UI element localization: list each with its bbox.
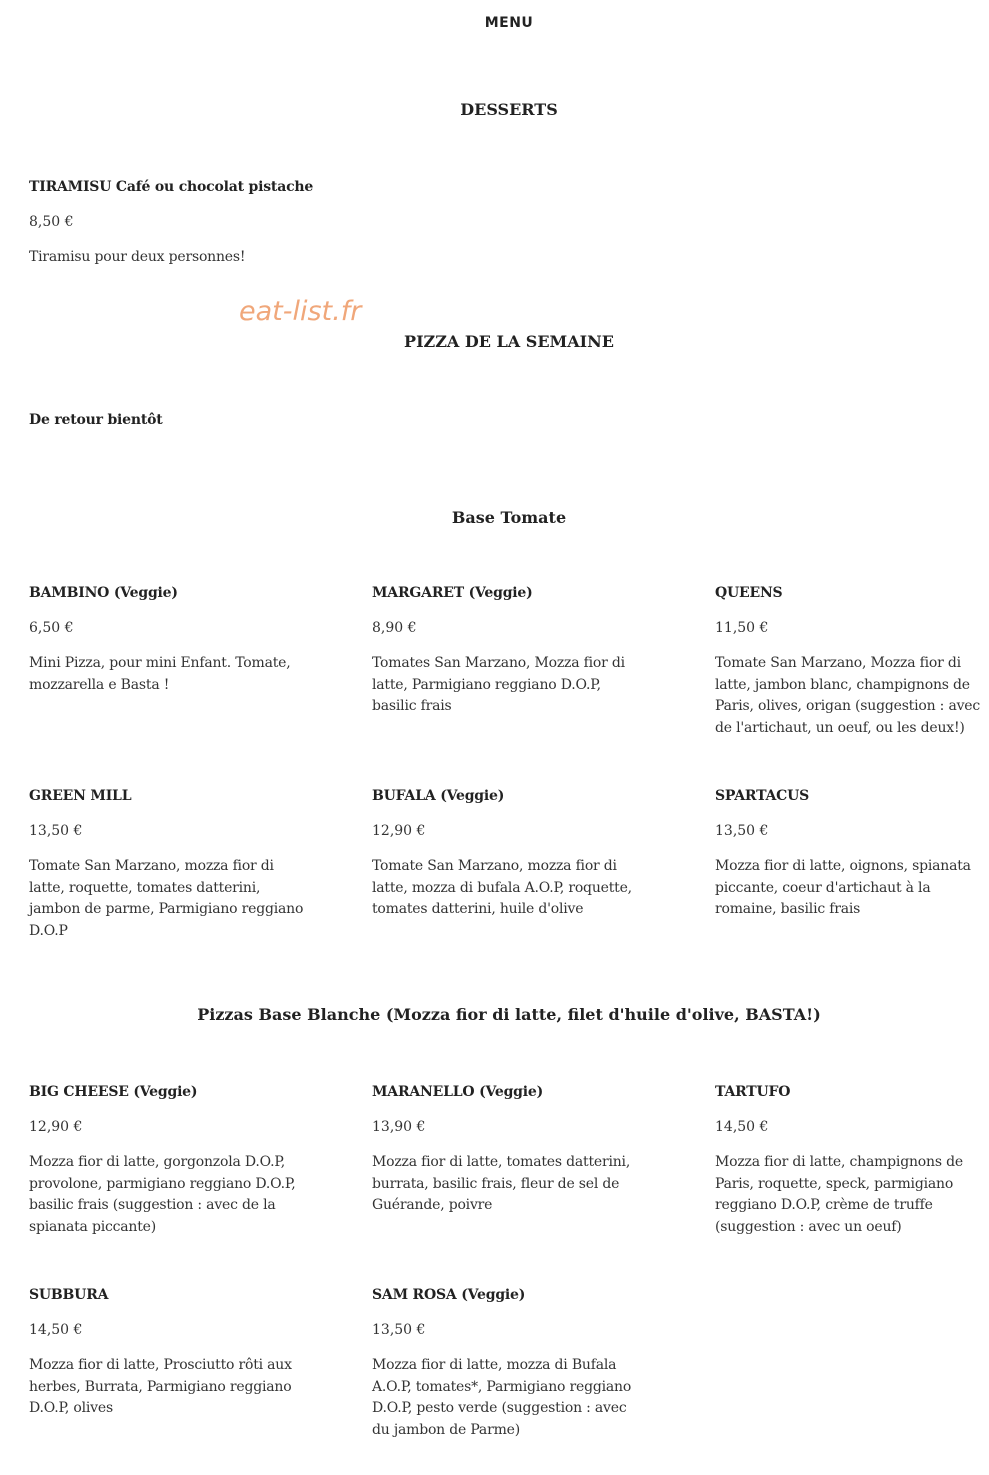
menu-item: [372, 786, 647, 921]
item-price: 11,50 €: [715, 620, 769, 636]
item-name: SUBBURA: [29, 1287, 109, 1303]
section-title-weekly: PIZZA DE LA SEMAINE: [404, 332, 614, 351]
menu-item: [29, 177, 729, 269]
item-price: 12,90 €: [29, 1119, 83, 1135]
menu-item: [372, 583, 647, 718]
item-price: 13,90 €: [372, 1119, 426, 1135]
item-price: 8,90 €: [372, 620, 417, 636]
menu-item: [29, 1082, 304, 1238]
item-name: SPARTACUS: [715, 788, 810, 804]
section-title-base-tomate: Base Tomate: [451, 508, 567, 527]
item-description: Tomate San Marzano, Mozza fior di latte, jambon blanc, champignons de Paris, olives, origan (suggestion : avec de l'artichaut, un oeuf, ou les deux!): [715, 655, 981, 736]
menu-item: [372, 1285, 647, 1441]
item-name: SAM ROSA (Veggie): [372, 1287, 526, 1303]
section-title-desserts: DESSERTS: [460, 100, 558, 119]
menu-item: [29, 1285, 304, 1420]
item-name: TARTUFO: [715, 1084, 791, 1100]
item-price: 14,50 €: [715, 1119, 769, 1135]
item-description: Tomate San Marzano, mozza fior di latte, mozza di bufala A.O.P, roquette, tomates datterini, huile d'olive: [372, 858, 632, 917]
item-description: Mozza fior di latte, Prosciutto rôti aux herbes, Burrata, Parmigiano reggiano D.O.P, olives: [29, 1357, 292, 1416]
menu-item: [715, 786, 985, 921]
item-name: De retour bientôt: [29, 412, 163, 428]
item-name: MARANELLO (Veggie): [372, 1084, 544, 1100]
item-name: BAMBINO (Veggie): [29, 585, 178, 601]
item-price: 13,50 €: [29, 823, 83, 839]
menu-item: [29, 583, 304, 696]
item-name: GREEN MILL: [29, 788, 132, 804]
item-name: QUEENS: [715, 585, 783, 601]
item-description: Tiramisu pour deux personnes!: [29, 249, 246, 265]
item-price: 6,50 €: [29, 620, 74, 636]
item-price: 13,50 €: [715, 823, 769, 839]
item-description: Mozza fior di latte, mozza di Bufala A.O.P, tomates*, Parmigiano reggiano D.O.P, pesto verde (suggestion : avec du jambon de Parme): [372, 1357, 632, 1438]
menu-item: [715, 583, 985, 739]
item-description: Mozza fior di latte, champignons de Paris, roquette, speck, parmigiano reggiano D.O.P, crème de truffe (suggestion : avec un oeuf): [715, 1154, 963, 1235]
item-description: Mini Pizza, pour mini Enfant. Tomate, mozzarella e Basta !: [29, 655, 291, 693]
section-title-base-blanche: Pizzas Base Blanche (Mozza fior di latte, filet d'huile d'olive, BASTA!): [197, 1005, 821, 1024]
menu-item: [29, 410, 729, 430]
menu-item: [372, 1082, 647, 1217]
item-price: 13,50 €: [372, 1322, 426, 1338]
item-description: Tomate San Marzano, mozza fior di latte, roquette, tomates datterini, jambon de parme, Parmigiano reggiano D.O.P: [29, 858, 304, 939]
item-name: BIG CHEESE (Veggie): [29, 1084, 198, 1100]
item-name: BUFALA (Veggie): [372, 788, 505, 804]
item-description: Mozza fior di latte, oignons, spianata piccante, coeur d'artichaut à la romaine, basilic frais: [715, 858, 971, 917]
item-price: 8,50 €: [29, 214, 74, 230]
item-price: 12,90 €: [372, 823, 426, 839]
item-name: MARGARET (Veggie): [372, 585, 533, 601]
menu-item: [715, 1082, 985, 1238]
item-price: 14,50 €: [29, 1322, 83, 1338]
watermark: eat-list.fr: [239, 296, 362, 327]
item-description: Mozza fior di latte, gorgonzola D.O.P, provolone, parmigiano reggiano D.O.P, basilic frais (suggestion : avec de la spianata piccante): [29, 1154, 296, 1235]
menu-item: [29, 786, 304, 942]
menu-header[interactable]: MENU: [484, 15, 534, 31]
item-name: TIRAMISU Café ou chocolat pistache: [29, 179, 314, 195]
item-description: Mozza fior di latte, tomates datterini, burrata, basilic frais, fleur de sel de Guérande, poivre: [372, 1154, 631, 1213]
item-description: Tomates San Marzano, Mozza fior di latte, Parmigiano reggiano D.O.P, basilic frais: [372, 655, 625, 714]
